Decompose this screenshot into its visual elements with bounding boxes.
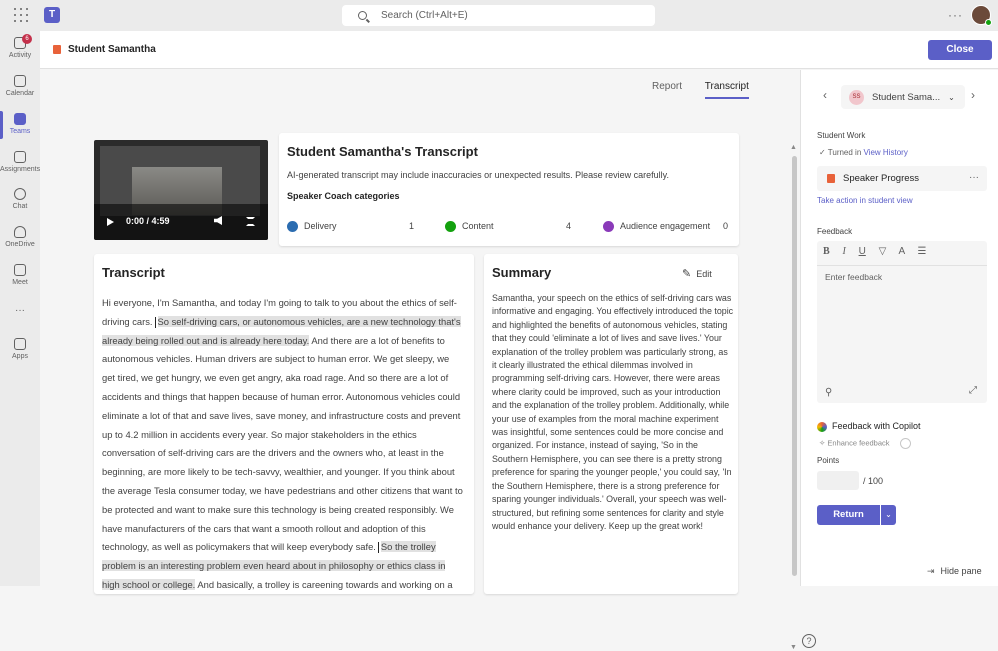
summary-text: Samantha, your speech on the ethics of self-driving cars was informative and engaging. You effectively introduced the topic and highlighted the benefits of autonomous vehicles, stating that they could 'eliminate a lot of lives and save lives.' Your explanation of the trolley problem was particularly strong, as it clearly illustrated the ethical dilemmas involved in programming self-driving cars. However, there were areas where clarity could be improved, such as your introduction and the explanation of the trolley problem. Additionally, while your use of examples from the moral machine experiment was insightful, some sentences could be more concise and organized. For instance, instead of saying, 'So in the Southern Hemisphere, you can see there is a pretty strong preference for sparing the younger people,' you could say, 'In the Southern Hemisphere, there is a strong preference for sparing younger individuals.' Overall, your speech was well-structured, but refining some sentences for clarity and style would enhance your delivery. Keep up the great work!: [492, 293, 734, 531]
category-count: 1: [409, 221, 415, 231]
bullet-list-icon[interactable]: ☰: [917, 246, 927, 257]
tab-transcript[interactable]: Transcript: [705, 81, 749, 99]
category-name: Delivery: [304, 221, 337, 231]
video-player[interactable]: [94, 140, 268, 240]
more-apps-icon: ···: [15, 305, 25, 316]
transcript-title: Student Samantha's Transcript: [287, 144, 478, 159]
attachment-name: Speaker Progress: [843, 173, 920, 184]
calendar-icon: [14, 75, 26, 87]
rail-item-assignments[interactable]: [0, 151, 40, 173]
transcript-text[interactable]: [102, 294, 464, 594]
ai-disclaimer: AI-generated transcript may include inaccuracies or unexpected results. Please review carefully.: [287, 170, 670, 180]
category-audience-engagement[interactable]: [603, 221, 729, 232]
turned-in-text: Turned in: [827, 148, 862, 157]
rail-item-chat[interactable]: [0, 188, 40, 210]
app-launcher-icon[interactable]: [14, 8, 28, 22]
coach-marker-icon[interactable]: [155, 317, 156, 328]
content-icon: [445, 221, 456, 232]
next-student-icon[interactable]: ›: [971, 88, 975, 102]
app-rail: [0, 31, 40, 586]
rail-item-onedrive[interactable]: [0, 226, 40, 248]
rail-label: Assignments: [0, 166, 41, 173]
teams-logo-icon: T: [44, 7, 60, 23]
transcript-info-card: [279, 133, 739, 246]
main-content: [40, 70, 812, 651]
teams-icon: [14, 113, 26, 125]
student-work-label: Student Work: [817, 131, 866, 140]
activity-badge: 6: [22, 34, 32, 44]
summary-heading: Summary: [492, 265, 552, 280]
presence-status-icon: [985, 19, 992, 26]
category-name: Content: [462, 221, 494, 231]
speaker-coach-heading: Speaker Coach categories: [287, 191, 400, 201]
previous-student-icon[interactable]: ‹: [823, 88, 827, 102]
view-history-link[interactable]: View History: [863, 148, 908, 157]
transcript-segment: Hi everyone, I'm Samantha, and today I'm going to talk to you about the ethics of self-driving cars.: [102, 297, 457, 327]
rail-label: Calendar: [5, 90, 35, 97]
category-content[interactable]: [445, 221, 572, 232]
rail-label: Teams: [9, 128, 31, 135]
speaker-progress-icon: [827, 174, 835, 183]
audience-engagement-icon: [603, 221, 614, 232]
underline-icon[interactable]: U: [858, 246, 866, 257]
copilot-icon: [817, 422, 827, 432]
highlighted-segment[interactable]: So self-driving cars, or autonomous vehicles, are a new technology that's already being rolled out and is already here today.: [102, 315, 461, 346]
copilot-label: Feedback with Copilot: [832, 421, 921, 431]
turned-in-status: [819, 148, 908, 157]
return-options-chevron-icon[interactable]: ⌄: [881, 505, 896, 525]
attach-icon[interactable]: ⚲: [825, 387, 833, 398]
assignment-header: [40, 31, 998, 69]
search-placeholder: Search (Ctrl+Alt+E): [381, 10, 468, 21]
points-label: Points: [817, 456, 840, 465]
highlighted-segment[interactable]: So the trolley problem is an interesting problem even heard about in philosophy or ethics class in high school or college.: [102, 541, 446, 590]
enhance-feedback: [819, 438, 911, 449]
help-icon[interactable]: ?: [802, 634, 816, 648]
rail-item-more[interactable]: [0, 305, 40, 316]
return-button[interactable]: Return: [817, 505, 880, 525]
format-toolbar: [823, 246, 926, 257]
search-box[interactable]: [342, 5, 655, 26]
scroll-down-icon[interactable]: ▼: [790, 644, 797, 651]
transcript-segment: And there are a lot of benefits to autonomous vehicles. Human drivers are subject to human error. We get sleepy, we get tired, we get hungry, we even get angry, aka road rage. And so there are a lot of accidents and things that happen because of human error. Autonomous vehicles could eliminate a lot of that and save lives, save money, and infrastructure costs and prevent up to 4.2 million in accidents every year. So major stakeholders in the ethics conversation of self-driving cars are the drivers and the owners who, at least in the beginning, are more likely to be tech-savvy, wealthier, and younger. If you think about the average Tesla consumer today, we have pedestrians and other citizens that want to be protected and want to make sure this technology is being created responsibly. We have manufacturers of the cars that want a smooth rollout and adoption of this technology, as well as policymakers that will keep everybody safe.: [102, 334, 463, 553]
italic-icon[interactable]: I: [842, 246, 846, 257]
attachment-speaker-progress[interactable]: [817, 166, 987, 191]
rail-item-teams[interactable]: [0, 113, 40, 135]
page-title: Student Samantha: [68, 44, 156, 55]
rail-label: Chat: [12, 203, 28, 210]
bold-icon[interactable]: B: [823, 246, 830, 257]
edit-summary-button[interactable]: ✎ Edit: [682, 267, 712, 280]
rail-label: Apps: [12, 353, 28, 360]
apps-plus-icon: [14, 338, 26, 350]
transcript-heading: Transcript: [102, 265, 165, 280]
video-time: 0:00 / 4:59: [126, 216, 170, 226]
rail-item-calendar[interactable]: [0, 75, 40, 97]
points-input[interactable]: [817, 471, 859, 490]
student-selector[interactable]: [841, 85, 965, 109]
take-action-link[interactable]: Take action in student view: [817, 196, 913, 205]
user-avatar[interactable]: [971, 5, 991, 25]
delivery-icon: [287, 221, 298, 232]
chat-icon: [14, 188, 26, 200]
transcript-card: [94, 254, 474, 594]
rail-item-activity[interactable]: [0, 37, 40, 59]
toolbar-divider: [817, 265, 987, 266]
student-avatar: SS: [849, 90, 864, 105]
top-bar: [0, 0, 998, 31]
category-count: 4: [566, 221, 572, 231]
speaker-progress-icon: [53, 45, 61, 54]
checkmark-icon: ✓: [819, 148, 826, 157]
grading-pane: [800, 70, 998, 586]
expand-icon[interactable]: ⤢: [969, 385, 977, 396]
volume-icon[interactable]: [214, 216, 222, 225]
category-name: Audience engagement: [620, 221, 711, 231]
sparkle-icon: ✧: [819, 438, 826, 448]
rail-item-meet[interactable]: [0, 264, 40, 286]
assignments-icon: [14, 151, 26, 163]
enhance-label: Enhance feedback: [827, 438, 890, 448]
feedback-label: Feedback: [817, 227, 853, 236]
student-name: Student Sama...: [872, 91, 941, 103]
category-count: 0: [723, 221, 729, 231]
rail-label: Activity: [8, 52, 32, 59]
rail-label: OneDrive: [5, 241, 35, 248]
transcript-segment: And basically, a trolley is careening towards and working on a: [197, 578, 453, 590]
chevron-down-icon: ⌄: [948, 92, 955, 102]
report-tabs: [652, 81, 769, 99]
hide-pane-button[interactable]: ⇥ Hide pane: [927, 566, 982, 577]
feedback-editor[interactable]: [817, 241, 987, 403]
feedback-placeholder[interactable]: Enter feedback: [825, 272, 883, 282]
coach-marker-icon[interactable]: [378, 542, 379, 553]
cloud-icon: [14, 226, 26, 238]
video-camera-icon: [14, 264, 26, 276]
enhance-toggle[interactable]: [900, 438, 911, 449]
points-total: / 100: [863, 476, 884, 486]
video-controls: [94, 204, 268, 240]
play-icon[interactable]: [107, 218, 114, 226]
summary-card: [484, 254, 738, 594]
category-delivery[interactable]: [287, 221, 415, 232]
tab-report[interactable]: Report: [652, 81, 683, 92]
attachment-more-icon[interactable]: ···: [969, 172, 979, 183]
font-color-icon[interactable]: A: [898, 246, 905, 257]
scroll-up-icon[interactable]: ▲: [790, 144, 797, 151]
scrollbar-thumb[interactable]: [792, 156, 797, 576]
copilot-feedback: [817, 421, 921, 432]
more-options-icon[interactable]: ···: [948, 8, 963, 22]
rail-label: Meet: [12, 279, 28, 286]
close-button[interactable]: Close: [928, 40, 992, 60]
fullscreen-icon[interactable]: [246, 217, 255, 226]
search-icon: [358, 11, 367, 20]
highlight-icon[interactable]: ▽: [878, 246, 887, 257]
rail-item-apps[interactable]: [0, 338, 40, 360]
